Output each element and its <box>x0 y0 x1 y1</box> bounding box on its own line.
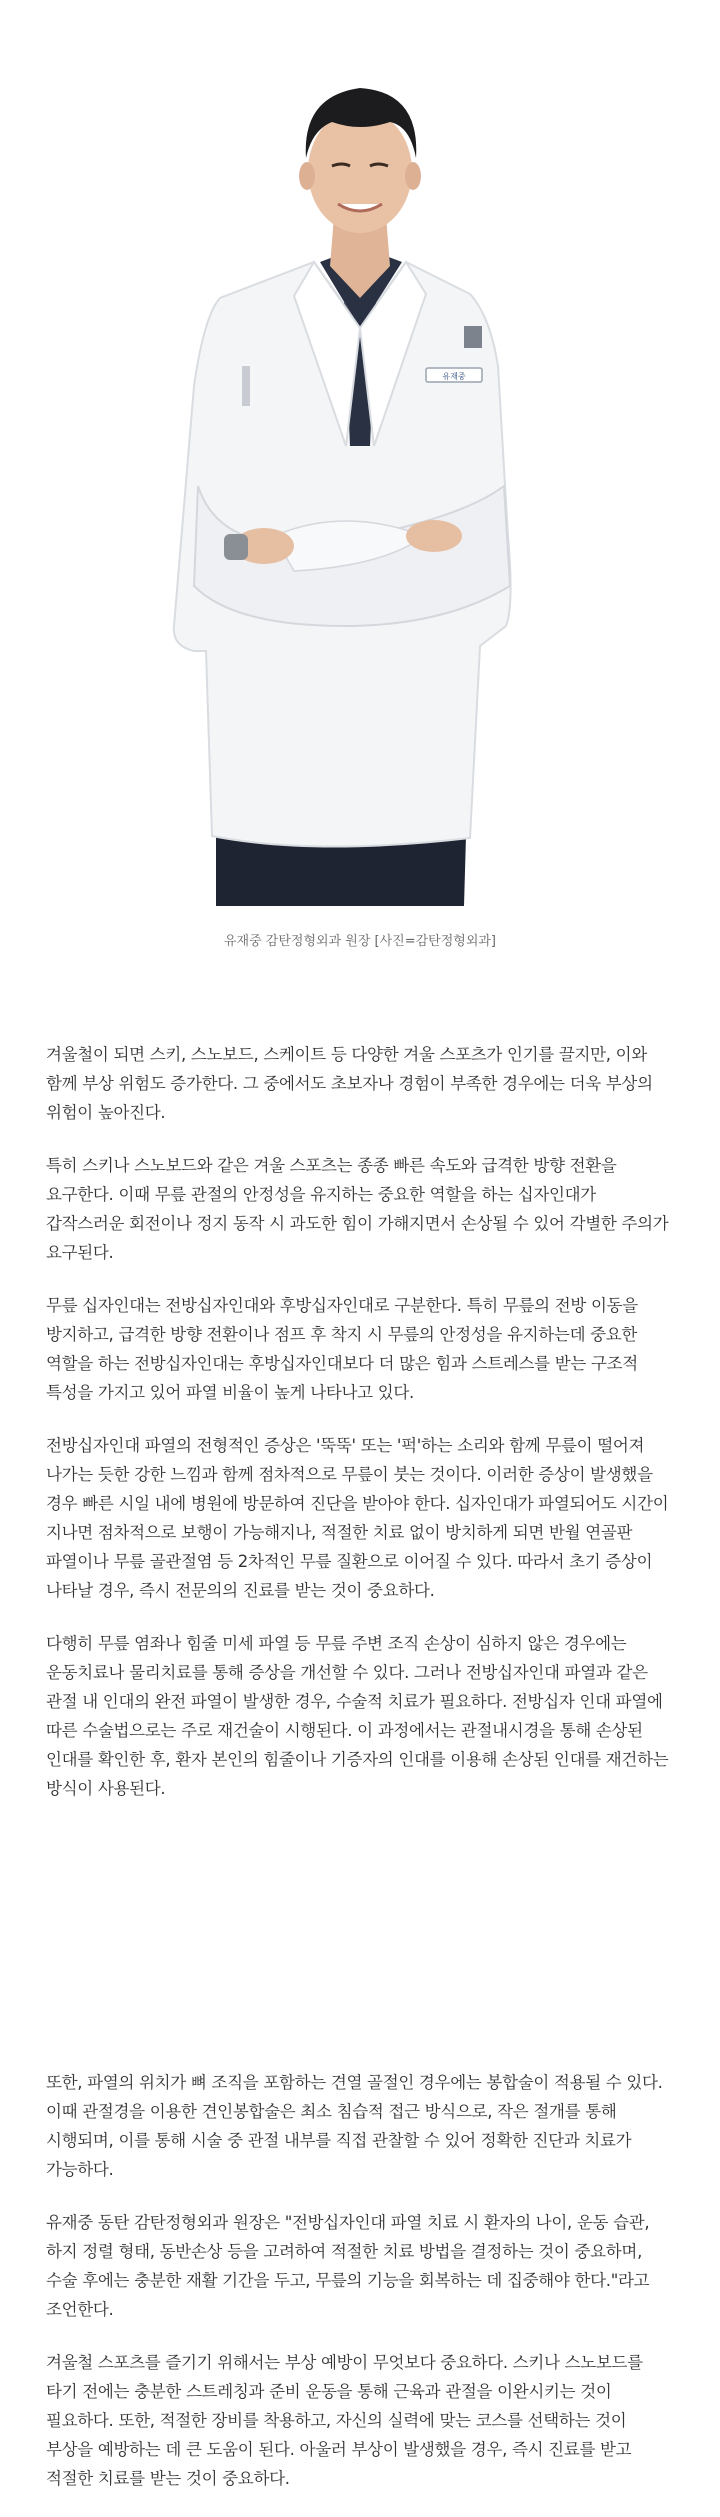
paragraph: 겨울철 스포츠를 즐기기 위해서는 부상 예방이 무엇보다 중요하다. 스키나 스노보드를 타기 전에는 충분한 스트레칭과 준비 운동을 통해 근육과 관절을 이완시키는 것이 필요하다. 또한, 적절한 장비를 착용하고, 자신의 실력에 맞는 코스를 선택하는 것이 부상을 예방하는 데 큰 도움이 된다. 아울러 부상이 발생했을 경우, 즉시 진료를 받고 적절한 치료를 받는 것이 중요하다. <box>46 2353 643 2488</box>
paragraph: 또한, 파열의 위치가 뼈 조직을 포함하는 견열 골절인 경우에는 봉합술이 적용될 수 있다. 이때 관절경을 이용한 견인봉합술은 최소 침습적 접근 방식으로, 작은 절개를 통해 시행되며, 이를 통해 시술 중 관절 내부를 직접 관찰할 수 있어 정확한 진단과 치료가 가능하다. <box>46 2073 663 2179</box>
paragraph: 특히 스키나 스노보드와 같은 겨울 스포츠는 종종 빠른 속도와 급격한 방향 전환을 요구한다. 이때 무릎 관절의 안정성을 유지하는 중요한 역할을 하는 십자인대가 갑작스러운 회전이나 정지 동작 시 과도한 힘이 가해지면서 손상될 수 있어 각별한 주의가 요구된다. <box>46 1156 669 1262</box>
paragraph: 다행히 무릎 염좌나 힘줄 미세 파열 등 무릎 주변 조직 손상이 심하지 않은 경우에는 운동치료나 물리치료를 통해 증상을 개선할 수 있다. 그러나 전방십자인대 파열과 같은 관절 내 인대의 완전 파열이 발생한 경우, 수술적 치료가 필요하다. 전방십자 인대 파열에 따른 수술법으로는 주로 재건술이 시행된다. 이 과정에서는 관절내시경을 통해 손상된 인대를 확인한 후, 환자 본인의 힘줄이나 기증자의 인대를 이용해 손상된 인대를 재건하는 방식이 사용된다. <box>46 1634 669 1798</box>
article-body-top <box>46 1040 674 1827</box>
name-tag-text: 유재중 <box>442 372 466 381</box>
paragraph: 무릎 십자인대는 전방십자인대와 후방십자인대로 구분한다. 특히 무릎의 전방 이동을 방지하고, 급격한 방향 전환이나 점프 후 착지 시 무릎의 안정성을 유지하는데 중요한 역할을 하는 전방십자인대는 후방십자인대보다 더 많은 힘과 스트레스를 받는 구조적 특성을 가지고 있어 파열 비율이 높게 나타나고 있다. <box>46 1296 638 1402</box>
photo-caption: 유재중 감탄정형외과 원장 [사진=감탄정형외과] <box>223 934 497 949</box>
paragraph: 유재중 동탄 감탄정형외과 원장은 "전방십자인대 파열 치료 시 환자의 나이, 운동 습관, 하지 정렬 형태, 동반손상 등을 고려하여 적절한 치료 방법을 결정하는 것이 중요하며, 수술 후에는 충분한 재활 기간을 두고, 무릎의 기능을 회복하는 데 집중해야 한다."라고 조언한다. <box>46 2213 650 2319</box>
doctor-photo <box>0 0 720 900</box>
paragraph: 전방십자인대 파열의 전형적인 증상은 '뚝뚝' 또는 '퍽'하는 소리와 함께 무릎이 떨어져 나가는 듯한 강한 느낌과 함께 점차적으로 무릎이 붓는 것이다. 이러한 증상이 발생했을 경우 빠른 시일 내에 병원에 방문하여 진단을 받아야 한다. 십자인대가 파열되어도 시간이 지나면 점차적으로 보행이 가능해지나, 적절한 치료 없이 방치하게 되면 반월 연골판 파열이나 무릎 골관절염 등 2차적인 무릎 질환으로 이어질 수 있다. 따라서 초기 증상이 나타날 경우, 즉시 전문의의 진료를 받는 것이 중요하다. <box>46 1436 669 1600</box>
hospital-logo-icon <box>464 326 482 348</box>
article-body-bottom <box>46 2068 674 2517</box>
paragraph: 겨울철이 되면 스키, 스노보드, 스케이트 등 다양한 겨울 스포츠가 인기를 끌지만, 이와 함께 부상 위험도 증가한다. 그 중에서도 초보자나 경험이 부족한 경우에는 더욱 부상의 위험이 높아진다. <box>46 1045 653 1122</box>
doctor-portrait-illustration <box>164 66 556 906</box>
